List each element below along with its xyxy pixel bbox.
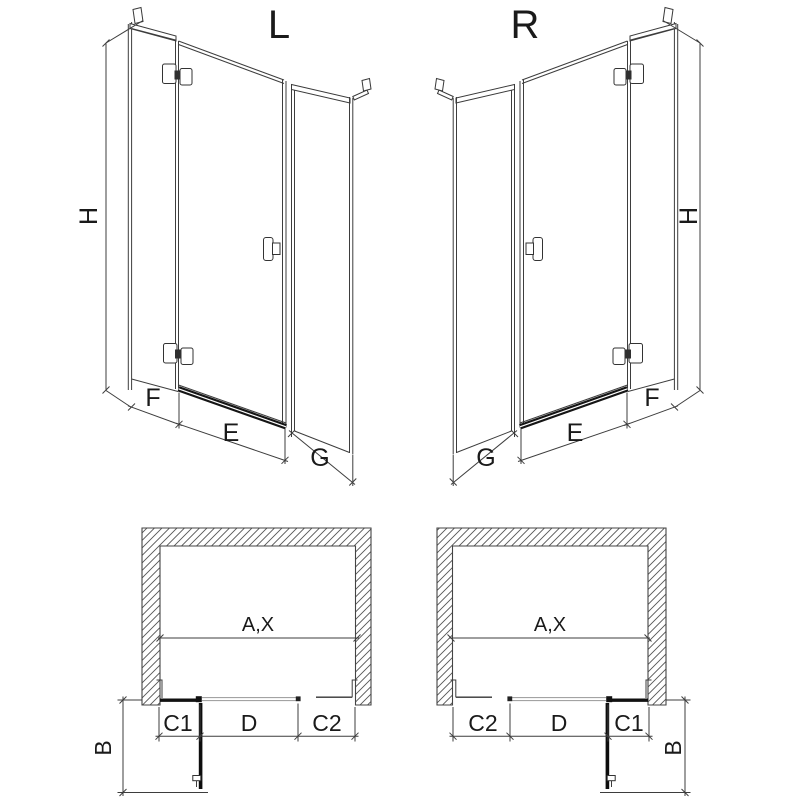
dim-label-c1-right: C1: [614, 710, 644, 736]
dim-label-f-left: F: [145, 384, 161, 412]
dim-label-g-right: G: [476, 444, 496, 472]
dim-label-h-left: H: [75, 206, 103, 226]
dim-label-h-right: H: [675, 206, 703, 226]
dim-label-e-right: E: [566, 419, 584, 447]
dim-label-ax-right: A,X: [533, 614, 567, 636]
dim-label-ax-left: A,X: [241, 614, 275, 636]
dim-label-d-right: D: [550, 710, 568, 736]
dim-label-b-right: B: [660, 740, 686, 756]
view-title-left: L: [267, 3, 291, 47]
dim-label-b-left: B: [90, 740, 116, 756]
dim-label-f-right: F: [644, 384, 660, 412]
dim-label-c2-right: C2: [468, 710, 498, 736]
view-title-right: R: [510, 3, 540, 47]
dim-label-c2-left: C2: [312, 710, 342, 736]
dim-label-e-left: E: [222, 419, 240, 447]
dim-label-d-left: D: [240, 710, 258, 736]
dim-label-g-left: G: [310, 444, 330, 472]
dim-label-c1-left: C1: [163, 710, 193, 736]
